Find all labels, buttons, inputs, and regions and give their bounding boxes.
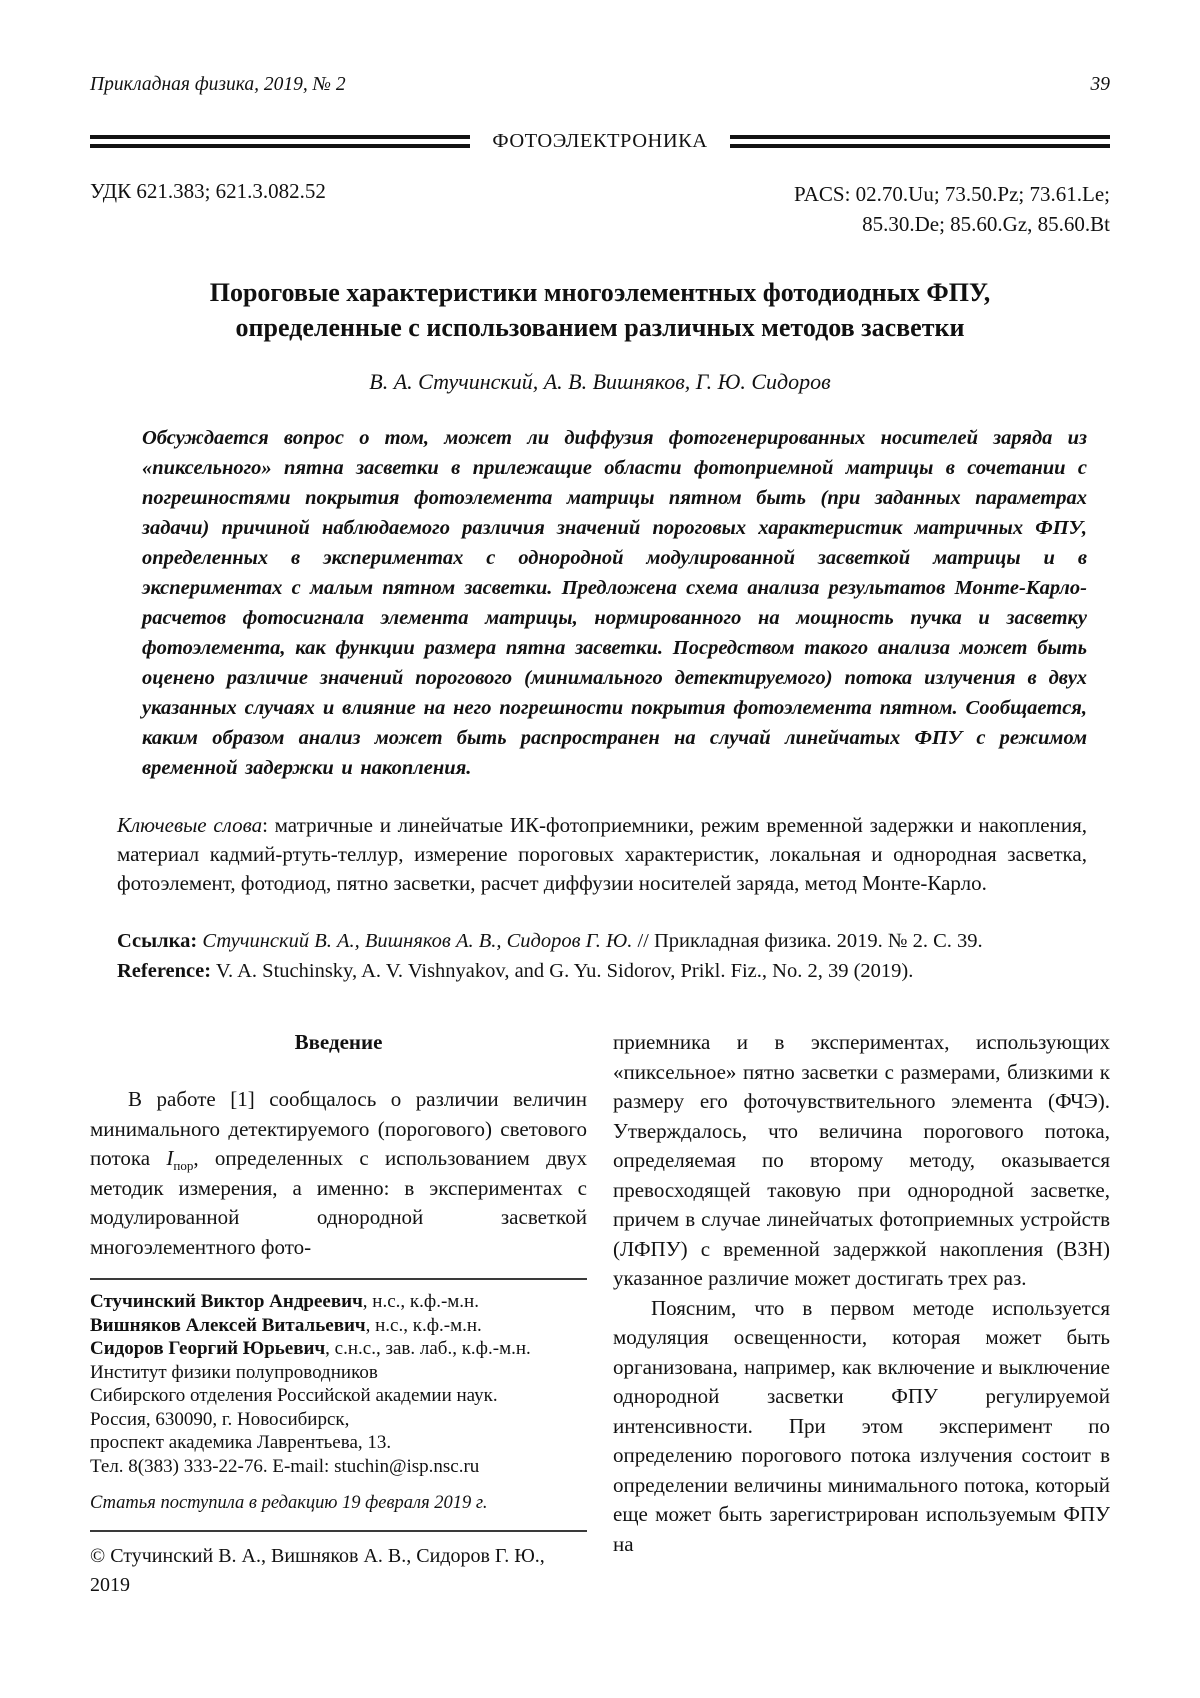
author-info-line — [90, 1314, 587, 1338]
section-rule-left — [90, 135, 470, 148]
footnote-top-rule — [90, 1278, 587, 1280]
section-rule-right — [730, 135, 1110, 148]
author-role: , н.с., к.ф.-м.н. — [365, 1314, 482, 1336]
section-heading: ФОТОЭЛЕКТРОНИКА — [492, 130, 708, 152]
running-head — [90, 74, 1110, 96]
udc-code: УДК 621.383; 621.3.082.52 — [90, 179, 326, 203]
codes-row — [90, 179, 1110, 239]
intro-left-paragraph — [90, 1085, 587, 1262]
keywords-text: : матричные и линейчатые ИК-фотоприемники, режим временной задержки и накопления, материал кадмий-ртуть-теллур, измерение пороговых характеристик, локальная и однородная засветка, фотоэлемент, фотодиод, пятно засветки, расчет диффузии носителей заряда, метод Монте-Карло. — [117, 813, 1088, 895]
author-name: Вишняков Алексей Витальевич — [90, 1314, 366, 1336]
author-name: Сидоров Георгий Юрьевич — [90, 1338, 326, 1359]
affiliation-line: Сибирского отделения Российской академии наук. — [90, 1385, 498, 1406]
author-info-line — [90, 1337, 587, 1361]
article-authors: В. А. Стучинский, А. В. Вишняков, Г. Ю. Сидоров — [369, 369, 831, 394]
affiliation-line: Россия, 630090, г. Новосибирск, — [90, 1408, 350, 1430]
citation-ru — [117, 926, 1110, 956]
keywords-label: Ключевые слова — [117, 813, 263, 837]
flux-symbol-subscript: пор — [173, 1158, 194, 1174]
citation-ru-authors: Стучинский В. А., Вишняков А. В., Сидоров Г. Ю. — [197, 930, 633, 952]
intro-left-text-before: В работе [1] сообщалось о различии величин минимального детектируемого (порогового) светового потока — [90, 1087, 587, 1170]
author-name: Стучинский Виктор Андреевич — [90, 1291, 363, 1312]
citation-block — [117, 926, 1110, 986]
left-column — [90, 1028, 587, 1600]
two-column-body — [90, 1028, 1110, 1600]
article-title-line-1: Пороговые характеристики многоэлементных фотодиодных ФПУ, — [209, 278, 991, 307]
pacs-line-2: 85.30.De; 85.60.Gz, 85.60.Bt — [862, 212, 1110, 236]
intro-right-paragraph-2: Поясним, что в первом методе используется модуляция освещенности, которая может быть организована, например, как включение и выключение однородной засветки ФПУ регулируемой интенсивности. При этом эксперимент по определению порогового потока излучения состоит в определении величины минимального потока, который еще может быть зарегистрирован используемым ФПУ на — [613, 1295, 1110, 1556]
affiliation-line: проспект академика Лаврентьева, 13. — [90, 1432, 392, 1453]
author-info-line — [90, 1290, 587, 1314]
article-title-line-2: определенные с использованием различных методов засветки — [235, 313, 965, 342]
section-banner — [90, 130, 1110, 153]
intro-heading: Введение — [294, 1030, 383, 1054]
contact-line: Тел. 8(383) 333-22-76. E-mail: stuchin@isp.nsc.ru — [90, 1455, 480, 1477]
intro-left-text-after: , определенных с использованием двух методик измерения, а именно: в экспериментах с модулированной однородной засветкой многоэлементного фото- — [90, 1146, 587, 1259]
journal-title: Прикладная физика, 2019, № 2 — [90, 74, 346, 95]
intro-right-paragraph-1: приемника и в экспериментах, использующих «пиксельное» пятно засветки с размерами, близкими к размеру его фоточувствительного элемента (ФЧЭ). Утверждалось, что величина порогового потока, определяемая по второму методу, оказывается превосходящей таковую при однородной засветке, причем в случае линейчатых фотоприемных устройств (ЛФПУ) с временной задержкой накопления (ВЗН) указанное различие может достигать трех раз. — [613, 1030, 1110, 1290]
author-info-block — [90, 1290, 587, 1478]
pacs-line-1: PACS: 02.70.Uu; 73.50.Pz; 73.61.Le; — [793, 182, 1110, 206]
citation-ru-label: Ссылка: — [117, 930, 198, 952]
citation-en-label: Reference: — [117, 960, 212, 982]
author-role: , н.с., к.ф.-м.н. — [362, 1291, 479, 1312]
footnote-bottom-rule — [90, 1530, 587, 1532]
flux-symbol: I — [166, 1146, 174, 1170]
copyright-note: © Стучинский В. А., Вишняков А. В., Сидоров Г. Ю., 2019 — [90, 1545, 545, 1596]
affiliation-line: Институт физики полупроводников — [90, 1361, 378, 1383]
article-abstract: Обсуждается вопрос о том, может ли диффузия фотогенерированных носителей заряда из «пиксельного» пятна засветки в прилежащие области фотоприемной матрицы в сочетании с погрешностями покрытия фотоэлемента матрицы пятном быть (при заданных параметрах задачи) причиной наблюдаемого различия значений пороговых характеристик матричных ФПУ, определенных в экспериментах с однородной модулированной засветкой матрицы и в экспериментах с малым пятном засветки. Предложена схема анализа результатов Монте-Карло-расчетов фотосигнала элемента матрицы, нормированного на мощность пучка и засветку фотоэлемента, как функции размера пятна засветки. Посредством такого анализа может быть оценено различие значений порогового (минимального детектируемого) потока излучения в двух указанных случаях и влияние на него погрешности покрытия фотоэлемента пятном. Сообщается, каким образом анализ может быть распространен на случай линейчатых ФПУ с режимом временной задержки и накопления. — [142, 427, 1087, 779]
citation-en — [117, 956, 1110, 986]
author-role: , с.н.с., зав. лаб., к.ф.-м.н. — [325, 1338, 531, 1359]
pacs-codes — [794, 179, 1110, 239]
citation-en-rest: V. A. Stuchinsky, A. V. Vishnyakov, and G. Yu. Sidorov, Prikl. Fiz., No. 2, 39 (2019). — [211, 960, 914, 982]
article-title — [90, 275, 1110, 345]
page-number: 39 — [1090, 74, 1110, 95]
right-column — [613, 1028, 1110, 1600]
received-note: Статья поступила в редакцию 19 февраля 2019 г. — [90, 1493, 488, 1513]
citation-ru-rest: // Прикладная физика. 2019. № 2. С. 39. — [632, 930, 983, 952]
keywords-paragraph — [117, 811, 1087, 898]
